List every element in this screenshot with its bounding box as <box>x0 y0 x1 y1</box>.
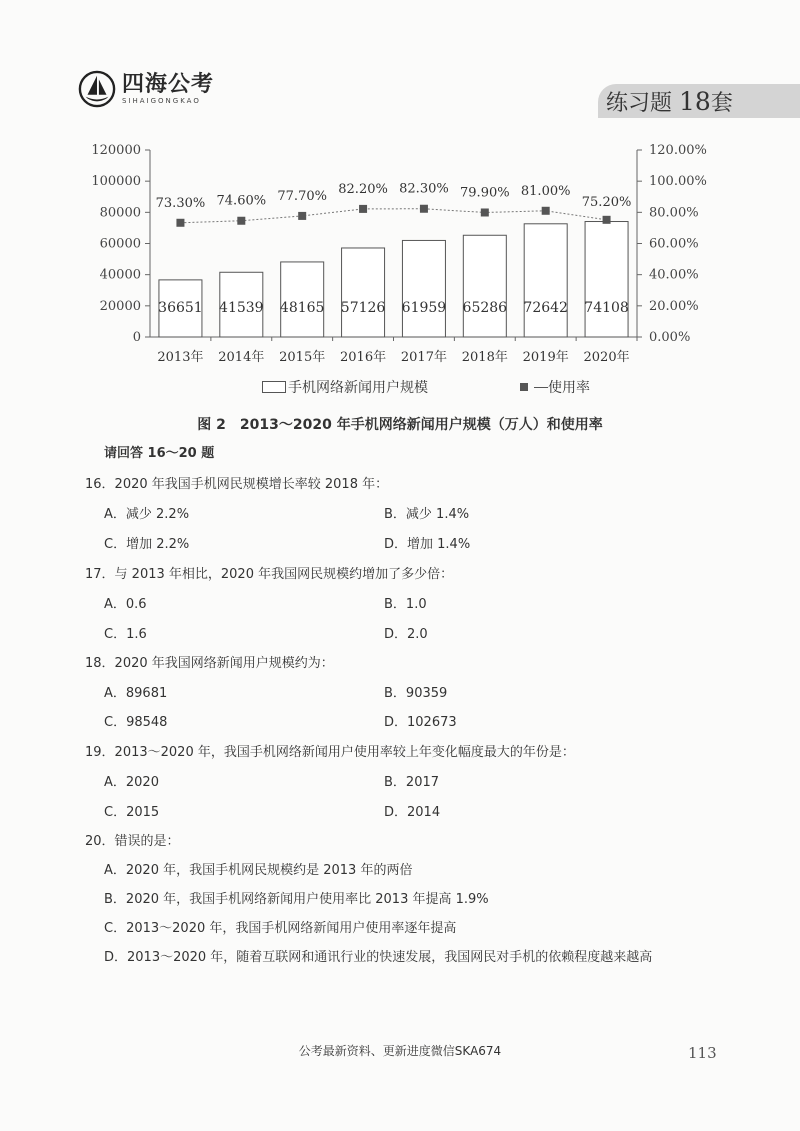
option-d[interactable]: D．2.0 <box>384 627 428 642</box>
question-stem: 16．2020 年我国手机网民规模增长率较 2018 年： <box>85 477 389 492</box>
legend-line-swatch <box>534 387 548 388</box>
bar <box>524 224 567 337</box>
x-tick-label: 2019年 <box>522 350 569 365</box>
option-c[interactable]: C．2013～2020 年，我国手机网络新闻用户使用率逐年提高 <box>104 921 457 936</box>
usage-rate-label: 73.30% <box>155 195 206 211</box>
option-c[interactable]: C．1.6 <box>104 627 147 642</box>
brand-logo <box>78 70 214 108</box>
x-tick-label: 2017年 <box>400 350 447 365</box>
sailboat-logo-icon <box>78 70 116 108</box>
logo-name: 四海公考 <box>122 72 215 97</box>
footer-note: 公考最新资料、更新进度微信SKA674 <box>298 1044 502 1058</box>
instruction: 请回答 16～20 题 <box>104 446 215 461</box>
y-tick-label: 20000 <box>99 298 141 314</box>
x-tick-label: 2016年 <box>340 350 387 365</box>
option-d[interactable]: D．2013～2020 年，随着互联网和通讯行业的快速发展，我国网民对手机的依赖程度越来越高 <box>104 950 653 965</box>
option-a[interactable]: A．89681 <box>104 686 168 701</box>
bar-value-label: 57126 <box>340 300 386 316</box>
usage-rate-label: 82.30% <box>399 181 449 197</box>
page-number: 113 <box>688 1044 717 1062</box>
usage-rate-label: 75.20% <box>581 194 632 210</box>
question-stem: 19．2013～2020 年，我国手机网络新闻用户使用率较上年变化幅度最大的年份是： <box>85 745 575 760</box>
option-d[interactable]: D．102673 <box>384 715 457 730</box>
bar <box>585 222 628 337</box>
legend-bar-label: 手机网络新闻用户规模 <box>288 380 428 396</box>
chart <box>0 130 800 410</box>
usage-rate-marker <box>603 216 611 224</box>
y-tick-label: 80000 <box>99 205 141 221</box>
usage-rate-marker <box>481 208 489 216</box>
chart-legend <box>262 377 590 397</box>
bar <box>463 235 506 337</box>
logo-english: SIHAIGONGKAO <box>122 97 201 105</box>
y-tick-label: 0 <box>132 330 141 345</box>
y2-tick-label: 120.00% <box>649 143 707 158</box>
usage-rate-marker <box>359 205 367 213</box>
option-b[interactable]: B．2017 <box>384 775 440 790</box>
set-label: 练习题 <box>606 91 673 116</box>
option-b[interactable]: B．1.0 <box>384 597 427 612</box>
bar-value-label: 65286 <box>462 300 508 316</box>
usage-rate-marker <box>542 207 550 215</box>
usage-rate-marker <box>420 205 428 213</box>
legend-line-marker <box>520 383 528 391</box>
option-a[interactable]: A．2020 <box>104 775 159 790</box>
option-b[interactable]: B．减少 1.4% <box>384 507 470 522</box>
bar-value-label: 36651 <box>158 300 203 316</box>
usage-rate-label: 79.90% <box>460 185 510 201</box>
usage-rate-label: 82.20% <box>338 181 388 197</box>
option-a[interactable]: A．减少 2.2% <box>104 507 190 522</box>
set-suffix: 套 <box>710 91 733 116</box>
page-header <box>0 0 800 120</box>
option-b[interactable]: B．2020 年，我国手机网络新闻用户使用率比 2013 年提高 1.9% <box>104 892 489 907</box>
question-stem: 18．2020 年我国网络新闻用户规模约为： <box>85 656 334 671</box>
bar-value-label: 48165 <box>279 300 325 316</box>
y-tick-label: 60000 <box>99 236 141 252</box>
x-tick-label: 2020年 <box>583 350 630 365</box>
bar-value-label: 61959 <box>401 300 447 316</box>
y2-tick-label: 0.00% <box>649 330 691 345</box>
x-tick-label: 2013年 <box>157 350 204 365</box>
bar-value-label: 72642 <box>523 300 568 316</box>
y2-tick-label: 80.00% <box>649 205 699 221</box>
figure-caption: 图 2 2013～2020 年手机网络新闻用户规模（万人）和使用率 <box>197 417 603 433</box>
set-title <box>606 86 733 117</box>
bar <box>402 240 445 337</box>
option-c[interactable]: C．增加 2.2% <box>104 537 190 552</box>
set-number: 18 <box>679 87 711 116</box>
option-a[interactable]: A．2020 年，我国手机网民规模约是 2013 年的两倍 <box>104 863 413 878</box>
usage-rate-marker <box>237 217 245 225</box>
usage-rate-label: 81.00% <box>520 183 571 199</box>
y-tick-label: 100000 <box>91 174 141 190</box>
option-d[interactable]: D．2014 <box>384 805 441 820</box>
combo-chart <box>0 130 800 375</box>
y-tick-label: 120000 <box>91 143 141 158</box>
y2-tick-label: 100.00% <box>649 174 707 190</box>
x-tick-label: 2018年 <box>461 350 508 365</box>
bar-value-label: 74108 <box>584 300 629 316</box>
question-stem: 17．与 2013 年相比，2020 年我国网民规模约增加了多少倍： <box>85 567 454 582</box>
bar-value-label: 41539 <box>219 300 264 316</box>
x-tick-label: 2014年 <box>218 350 265 365</box>
x-tick-label: 2015年 <box>279 350 326 365</box>
usage-rate-marker <box>298 212 306 220</box>
y2-tick-label: 40.00% <box>649 267 699 283</box>
option-c[interactable]: C．2015 <box>104 805 160 820</box>
legend-line-label: 使用率 <box>548 380 590 396</box>
y2-tick-label: 60.00% <box>649 236 699 252</box>
option-c[interactable]: C．98548 <box>104 715 168 730</box>
option-b[interactable]: B．90359 <box>384 686 448 701</box>
usage-rate-marker <box>176 219 184 227</box>
option-a[interactable]: A．0.6 <box>104 597 147 612</box>
bar <box>342 248 385 337</box>
option-d[interactable]: D．增加 1.4% <box>384 537 471 552</box>
usage-rate-label: 74.60% <box>216 193 267 209</box>
question-stem: 20．错误的是： <box>85 834 180 849</box>
y-tick-label: 40000 <box>99 267 141 283</box>
usage-rate-label: 77.70% <box>277 188 327 204</box>
y2-tick-label: 20.00% <box>649 298 699 314</box>
legend-bar-swatch <box>262 381 286 393</box>
